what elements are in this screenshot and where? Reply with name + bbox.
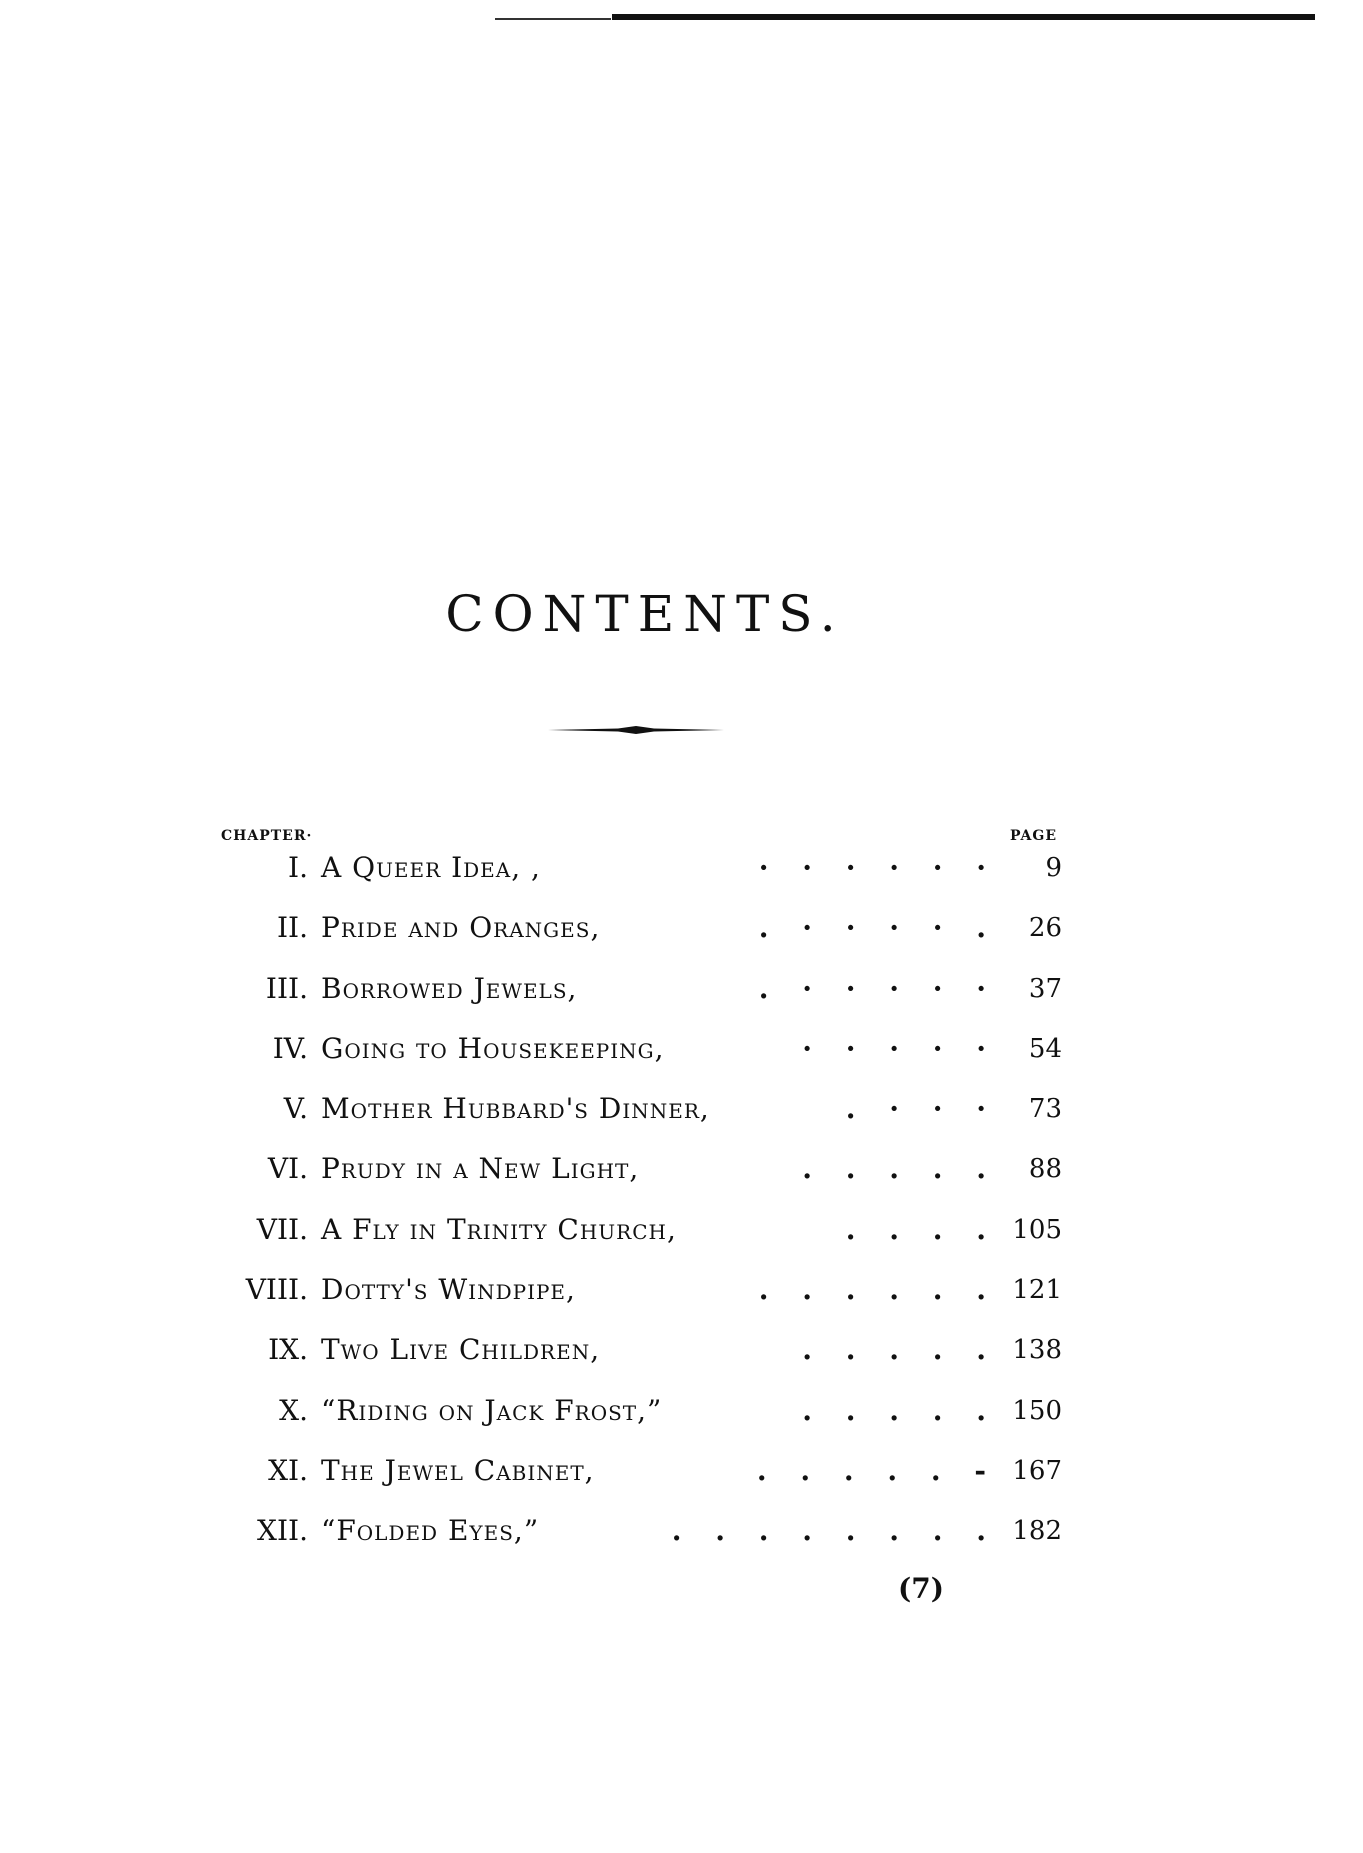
dot-leader: · · · · · · (758, 851, 998, 884)
chapter-number: XII. (257, 1514, 308, 1548)
chapter-title: Prudy in a New Light, (321, 1152, 640, 1186)
chapter-number: IV. (272, 1031, 308, 1065)
chapter-title: A Queer Idea, , (321, 851, 541, 884)
page-ref: 150 (1012, 1395, 1062, 1426)
toc-entry (200, 1266, 1080, 1326)
chapter-title: Pride and Oranges, (321, 911, 601, 945)
toc-entry (200, 965, 1080, 1025)
chapter-heading: CHAPTER· (221, 828, 313, 844)
dot-leader: . · · · (845, 1092, 998, 1126)
ornament-rule-icon (548, 724, 724, 736)
dot-leader: . . . . . (802, 1152, 998, 1186)
toc-entry (200, 1387, 1080, 1447)
toc-entry (200, 1447, 1080, 1507)
toc-entry (200, 904, 1080, 964)
chapter-title: Two Live Children, (321, 1333, 601, 1367)
chapter-title: The Jewel Cabinet, (321, 1453, 595, 1487)
page-ref: 26 (1028, 913, 1062, 944)
top-rule (612, 14, 1315, 20)
chapter-number: VII. (256, 1212, 308, 1246)
chapter-number: IX. (268, 1333, 308, 1367)
page-heading: PAGE (1010, 828, 1057, 844)
page-ref: 167 (1012, 1455, 1062, 1486)
top-rule-thin (495, 18, 611, 20)
chapter-number: XI. (268, 1453, 308, 1487)
toc-entry (200, 1085, 1080, 1145)
page-ref: 121 (1012, 1275, 1062, 1306)
table-of-contents (200, 844, 1080, 1568)
page-ref: 138 (1012, 1335, 1062, 1366)
dot-leader: . . . . . . (758, 1273, 998, 1307)
dot-leader: . . . . (845, 1212, 998, 1246)
chapter-number: VIII. (245, 1273, 308, 1307)
toc-entry (200, 1326, 1080, 1386)
chapter-number: X. (279, 1393, 308, 1427)
dot-leader: . . . . . - (756, 1453, 998, 1487)
chapter-title: Going to Housekeeping, (321, 1031, 665, 1065)
chapter-title: “Riding on Jack Frost,” (321, 1393, 663, 1427)
chapter-number: III. (265, 971, 308, 1005)
page-ref: 105 (1012, 1214, 1062, 1245)
page-title: CONTENTS. (445, 585, 845, 643)
toc-entry (200, 1206, 1080, 1266)
page-ref: 37 (1028, 973, 1062, 1004)
chapter-number: I. (288, 851, 308, 884)
chapter-number: II. (276, 911, 308, 945)
page-ref: 182 (1012, 1516, 1062, 1547)
page-ref: 88 (1028, 1154, 1062, 1185)
dot-leader: . · · · · . (758, 911, 998, 945)
chapter-title: “Folded Eyes,” (321, 1514, 540, 1548)
chapter-title: Dotty's Windpipe, (321, 1273, 576, 1307)
chapter-title: Mother Hubbard's Dinner, (321, 1092, 710, 1126)
chapter-number: VI. (267, 1152, 308, 1186)
page-ref: 9 (1045, 853, 1062, 883)
page-number: (7) (898, 1572, 944, 1605)
page-ref: 54 (1028, 1033, 1062, 1064)
page-ref: 73 (1028, 1094, 1062, 1125)
toc-entry (200, 1507, 1080, 1567)
dot-leader: . · · · · · (758, 971, 998, 1005)
dot-leader: . . . . . (802, 1393, 998, 1427)
toc-entry (200, 1145, 1080, 1205)
dot-leader: . . . . . . . . (671, 1514, 998, 1548)
chapter-title: A Fly in Trinity Church, (321, 1212, 677, 1246)
chapter-number: V. (283, 1092, 308, 1126)
toc-entry (200, 1025, 1080, 1085)
toc-entry (200, 844, 1080, 904)
dot-leader: . . . . . (802, 1333, 998, 1367)
chapter-title: Borrowed Jewels, (321, 971, 578, 1005)
dot-leader: · · · · · (802, 1031, 998, 1065)
